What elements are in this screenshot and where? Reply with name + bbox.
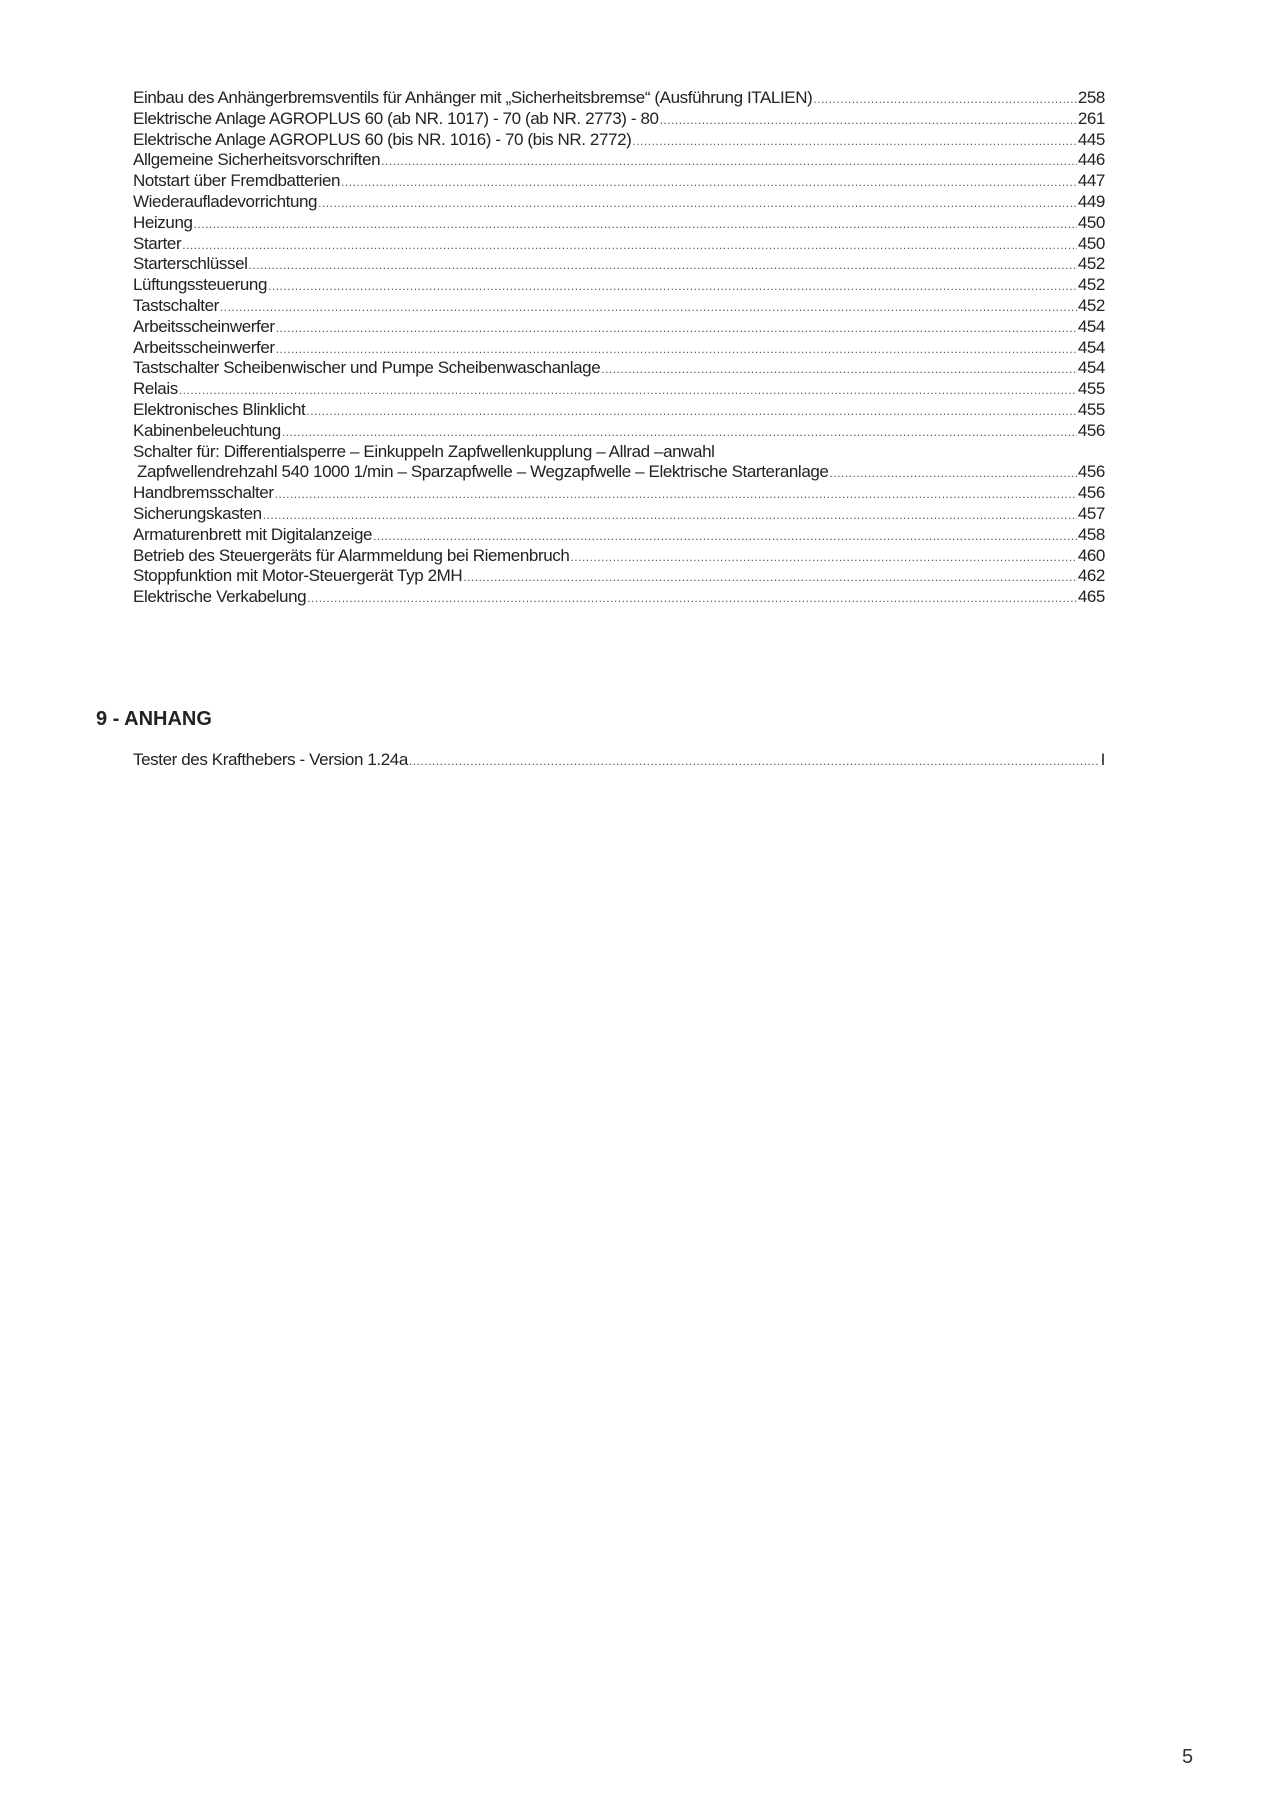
toc-entry[interactable] <box>133 750 1105 771</box>
toc-entry-page: 450 <box>1077 233 1105 253</box>
toc-entry-page: 465 <box>1077 587 1105 607</box>
toc-entry-page: 458 <box>1077 524 1105 544</box>
dot-leader <box>409 751 1100 772</box>
toc-entry-title: Elektrische Anlage AGROPLUS 60 (bis NR. 1016) - 70 (bis NR. 2772) <box>133 129 632 149</box>
toc-entry[interactable] <box>133 150 1105 171</box>
toc-entry[interactable] <box>133 338 1105 359</box>
toc-entry[interactable] <box>133 234 1105 255</box>
toc-entry-title: Zapfwellendrehzahl 540 1000 1/min – Sparzapfwelle – Wegzapfwelle – Elektrische Starteranlage <box>137 462 829 482</box>
dot-leader <box>373 526 1077 547</box>
toc-entry[interactable] <box>133 483 1105 504</box>
toc-entry-title: Starter <box>133 233 182 253</box>
toc-entry-title: Starterschlüssel <box>133 254 248 274</box>
toc-entry[interactable] <box>133 566 1105 587</box>
toc-entry-page: 456 <box>1077 483 1105 503</box>
dot-leader <box>306 401 1076 422</box>
toc-list-appendix <box>133 750 1105 771</box>
toc-entry-page: 452 <box>1077 275 1105 295</box>
dot-leader <box>829 463 1076 484</box>
toc-entry-title: Relais <box>133 379 178 399</box>
dot-leader <box>307 588 1077 609</box>
dot-leader <box>282 422 1077 443</box>
toc-list <box>133 88 1105 608</box>
toc-entry-title: Einbau des Anhängerbremsventils für Anhänger mit „Sicherheitsbremse“ (Ausführung ITALIEN) <box>133 88 813 107</box>
toc-entry-title: Tastschalter <box>133 295 219 315</box>
toc-entry-page: 460 <box>1077 545 1105 565</box>
toc-entry[interactable] <box>133 130 1105 151</box>
toc-entry[interactable] <box>133 296 1105 317</box>
page-number: 5 <box>1182 1746 1194 1768</box>
toc-entry-page: 452 <box>1077 295 1105 315</box>
toc-entry-title: Heizung <box>133 212 193 232</box>
toc-entry[interactable] <box>133 400 1105 421</box>
toc-entry-title: Wiederaufladevorrichtung <box>133 191 318 211</box>
toc-entry[interactable] <box>133 213 1105 234</box>
toc-entry-title: Stoppfunktion mit Motor-Steuergerät Typ 2MH <box>133 566 463 586</box>
dot-leader <box>249 255 1077 276</box>
toc-entry-title: Allgemeine Sicherheitsvorschriften <box>133 150 381 170</box>
toc-entry[interactable] <box>133 504 1105 525</box>
toc-entry-title: Elektrische Anlage AGROPLUS 60 (ab NR. 1017) - 70 (ab NR. 2773) - 80 <box>133 108 659 128</box>
toc-entry-page: 261 <box>1077 108 1105 128</box>
toc-entry-title: Armaturenbrett mit Digitalanzeige <box>133 524 373 544</box>
toc-entry[interactable] <box>133 587 1105 608</box>
section-heading: 9 - ANHANG <box>96 708 212 730</box>
toc-entry-page: 445 <box>1077 129 1105 149</box>
dot-leader <box>570 547 1076 568</box>
toc-entry[interactable] <box>133 254 1105 275</box>
toc-entry[interactable] <box>133 275 1105 296</box>
toc-entry[interactable] <box>133 525 1105 546</box>
toc-entry-page: 258 <box>1077 88 1105 107</box>
dot-leader <box>660 110 1077 131</box>
dot-leader <box>220 297 1077 318</box>
dot-leader <box>813 89 1076 110</box>
toc-entry-title: Notstart über Fremdbatterien <box>133 171 341 191</box>
toc-entry-page: 449 <box>1077 191 1105 211</box>
toc-entry-title: Tastschalter Scheibenwischer und Pumpe Scheibenwaschanlage <box>133 358 601 378</box>
toc-entry-title: Schalter für: Differentialsperre – Einkuppeln Zapfwellenkupplung – Allrad –anwahl <box>133 441 715 461</box>
toc-entry[interactable] <box>133 109 1105 130</box>
toc-entry[interactable] <box>133 192 1105 213</box>
toc-entry-page: 455 <box>1077 379 1105 399</box>
toc-entry-page: 454 <box>1077 358 1105 378</box>
dot-leader <box>275 484 1077 505</box>
dot-leader <box>263 505 1077 526</box>
toc-entry-page: 455 <box>1077 399 1105 419</box>
toc-entry-page: 462 <box>1077 566 1105 586</box>
toc-entry[interactable] <box>133 421 1105 442</box>
toc-entry[interactable] <box>133 546 1105 567</box>
dot-leader <box>194 214 1077 235</box>
dot-leader <box>601 359 1077 380</box>
toc-entry-page: 446 <box>1077 150 1105 170</box>
toc-entry-page: 450 <box>1077 212 1105 232</box>
toc-entry-title: Betrieb des Steuergeräts für Alarmmeldung bei Riemenbruch <box>133 545 570 565</box>
dot-leader <box>463 567 1077 588</box>
dot-leader <box>318 193 1077 214</box>
toc-entry[interactable] <box>133 462 1105 483</box>
toc-entry-page: 452 <box>1077 254 1105 274</box>
dot-leader <box>341 172 1077 193</box>
toc-entry[interactable] <box>133 317 1105 338</box>
toc-entry-page: 454 <box>1077 337 1105 357</box>
toc-entry-page: 454 <box>1077 316 1105 336</box>
toc-entry-title: Arbeitsscheinwerfer <box>133 316 275 336</box>
toc-entry-page: 456 <box>1077 462 1105 482</box>
toc-entry[interactable] <box>133 88 1105 109</box>
dot-leader <box>381 151 1077 172</box>
toc-entry-page: 456 <box>1077 420 1105 440</box>
toc-entry-title: Elektrische Verkabelung <box>133 587 307 607</box>
dot-leader <box>276 339 1077 360</box>
dot-leader <box>268 276 1077 297</box>
toc-entry[interactable] <box>133 442 1105 463</box>
toc-entry-title: Arbeitsscheinwerfer <box>133 337 275 357</box>
toc-entry-title: Elektronisches Blinklicht <box>133 399 306 419</box>
toc-entry-page: I <box>1100 750 1105 769</box>
toc-entry-page: 457 <box>1077 503 1105 523</box>
dot-leader <box>179 380 1077 401</box>
toc-entry-title: Sicherungskasten <box>133 503 262 523</box>
toc-entry[interactable] <box>133 379 1105 400</box>
toc-entry[interactable] <box>133 171 1105 192</box>
toc-entry-title: Tester des Krafthebers - Version 1.24a <box>133 750 408 769</box>
dot-leader <box>276 318 1077 339</box>
dot-leader <box>632 131 1076 152</box>
toc-entry-title: Lüftungssteuerung <box>133 275 268 295</box>
dot-leader <box>182 235 1077 256</box>
toc-entry-title: Handbremsschalter <box>133 483 274 503</box>
toc-entry-page: 447 <box>1077 171 1105 191</box>
toc-entry-title: Kabinenbeleuchtung <box>133 420 281 440</box>
toc-entry[interactable] <box>133 358 1105 379</box>
